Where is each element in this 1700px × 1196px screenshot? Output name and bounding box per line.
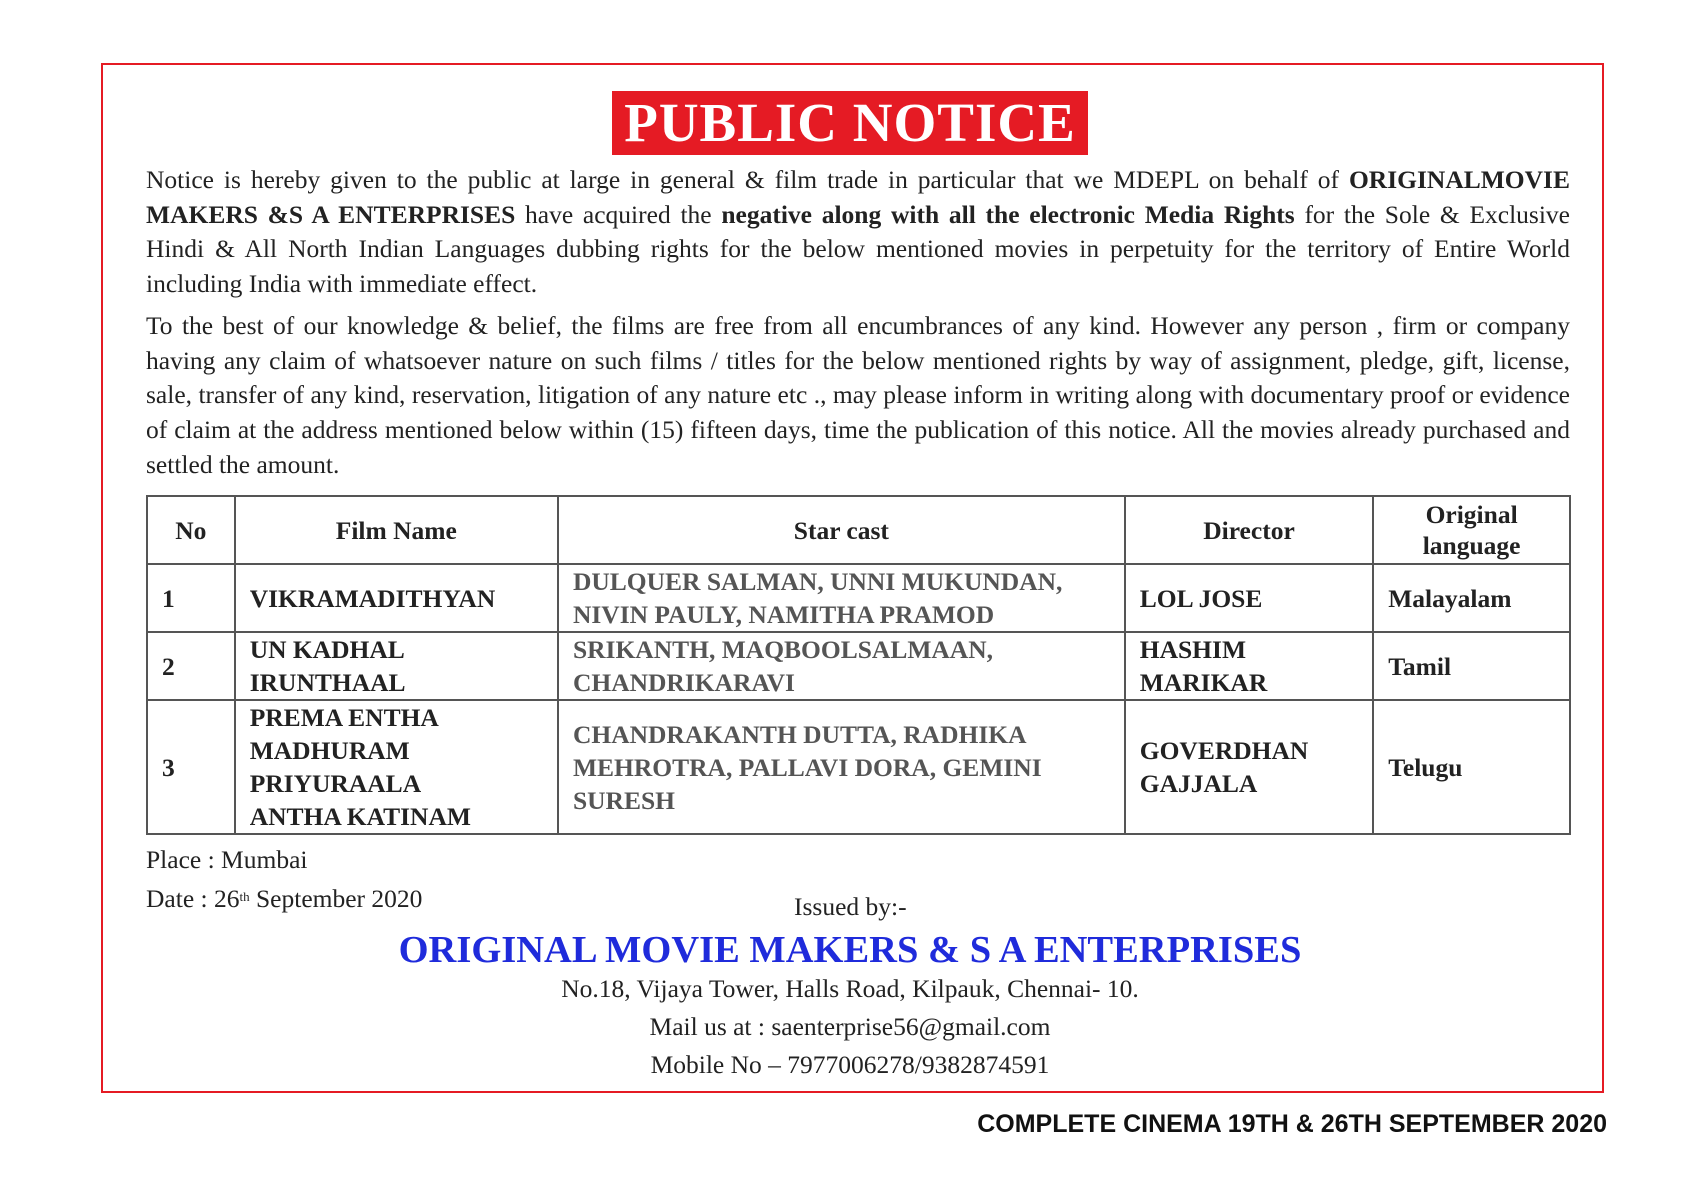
cell-no: 3: [147, 700, 235, 834]
paragraph-1-company-name: ORIGINALMOVIE MAKERS &S A ENTERPRISES: [146, 165, 1570, 229]
place: Place : Mumbai: [146, 845, 308, 874]
cell-director: [1125, 632, 1373, 700]
header-no: No: [147, 496, 235, 564]
notice-title: PUBLIC NOTICE: [612, 91, 1088, 155]
cell-film-name-line: UN KADHAL: [249, 635, 405, 664]
paragraph-1-text-b: have acquired the: [515, 199, 722, 229]
cell-star-cast-line: SURESH: [572, 785, 675, 815]
notice-paragraph-2: To the best of our knowledge & belief, the films are free from all encumbrances of any kind. However any person , firm or company having any claim of whatsoever nature on such films / titles for the below mentioned rights by way of assignment, pledge, gift, license, sale, transfer of any kind, reservation, litigation of any nature etc ., may please inform in writing along with documentary proof or evidence of claim at the address mentioned below within (15) fifteen days, time the publication of this notice. All the movies already purchased and settled the amount.: [146, 311, 1570, 479]
header-language-line-2: language: [1422, 531, 1521, 560]
header-original-language: [1373, 496, 1570, 564]
date-prefix: Date : 26: [146, 884, 240, 913]
header-language-line-1: Original: [1425, 500, 1518, 529]
cell-film-name-line: PREMA ENTHA: [249, 703, 439, 732]
header-film-name: Film Name: [235, 496, 558, 564]
films-table: [146, 495, 1571, 835]
cell-film-name-line: VIKRAMADITHYAN: [249, 583, 496, 613]
cell-film-name-line: ANTHA KATINAM: [249, 802, 471, 831]
company-name: ORIGINAL MOVIE MAKERS & S A ENTERPRISES: [398, 929, 1302, 971]
table-header-row: [147, 496, 1570, 564]
paragraph-1-rights: negative along with all the electronic Media Rights: [721, 199, 1295, 229]
table-row: [147, 564, 1570, 632]
date-rest: September 2020: [249, 884, 423, 913]
cell-no: 2: [147, 632, 235, 700]
notice-paragraph-1: [146, 163, 1570, 302]
cell-star-cast-line: DULQUER SALMAN, UNNI MUKUNDAN,: [572, 567, 1063, 596]
cell-film-name: [235, 564, 558, 632]
cell-director-line: LOL JOSE: [1139, 583, 1263, 613]
header-director: Director: [1125, 496, 1373, 564]
cell-star-cast-line: MEHROTRA, PALLAVI DORA, GEMINI: [572, 752, 1042, 782]
table-row: [147, 632, 1570, 700]
paragraph-1-text-c: for the Sole & Exclusive Hindi & All North Indian Languages dubbing rights for the below mentioned movies in perpetuity for the territory of Entire World including India with immediate effect.: [146, 199, 1570, 299]
cell-film-name-line: IRUNTHAAL: [249, 668, 406, 697]
email: Mail us at : saenterprise56@gmail.com: [649, 1012, 1051, 1041]
cell-director: [1125, 700, 1373, 834]
cell-star-cast: [558, 700, 1125, 834]
cell-film-name-line: PRIYURAALA: [249, 769, 422, 798]
cell-star-cast-line: NIVIN PAULY, NAMITHA PRAMOD: [572, 600, 995, 629]
publication-footer: COMPLETE CINEMA 19TH & 26TH SEPTEMBER 2020: [977, 1110, 1607, 1138]
cell-director-line: HASHIM: [1139, 635, 1247, 664]
address: No.18, Vijaya Tower, Halls Road, Kilpauk, Chennai- 10.: [561, 974, 1139, 1003]
cell-director: [1125, 564, 1373, 632]
date: [146, 882, 422, 916]
cell-film-name: [235, 700, 558, 834]
cell-language: Malayalam: [1373, 564, 1570, 632]
cell-star-cast: [558, 564, 1125, 632]
cell-star-cast-line: CHANDRAKANTH DUTTA, RADHIKA: [572, 719, 1027, 749]
cell-star-cast-line: SRIKANTH, MAQBOOLSALMAAN,: [572, 635, 994, 664]
table-row: [147, 700, 1570, 834]
cell-director-line: MARIKAR: [1139, 668, 1268, 697]
cell-director-line: GAJJALA: [1139, 769, 1258, 798]
cell-director-line: GOVERDHAN: [1139, 736, 1309, 765]
cell-language: Tamil: [1373, 632, 1570, 700]
date-suffix: th: [239, 889, 250, 904]
paragraph-1-text-a: Notice is hereby given to the public at large in general & film trade in particular that we MDEPL on behalf of: [146, 165, 1349, 194]
cell-film-name-line: MADHURAM: [249, 736, 410, 765]
mobile-number: Mobile No – 7977006278/9382874591: [650, 1050, 1050, 1079]
issued-by-label: Issued by:-: [794, 892, 907, 921]
cell-language: Telugu: [1373, 700, 1570, 834]
cell-no: 1: [147, 564, 235, 632]
cell-star-cast: [558, 632, 1125, 700]
header-star-cast: Star cast: [558, 496, 1125, 564]
cell-star-cast-line: CHANDRIKARAVI: [572, 668, 795, 697]
cell-film-name: [235, 632, 558, 700]
